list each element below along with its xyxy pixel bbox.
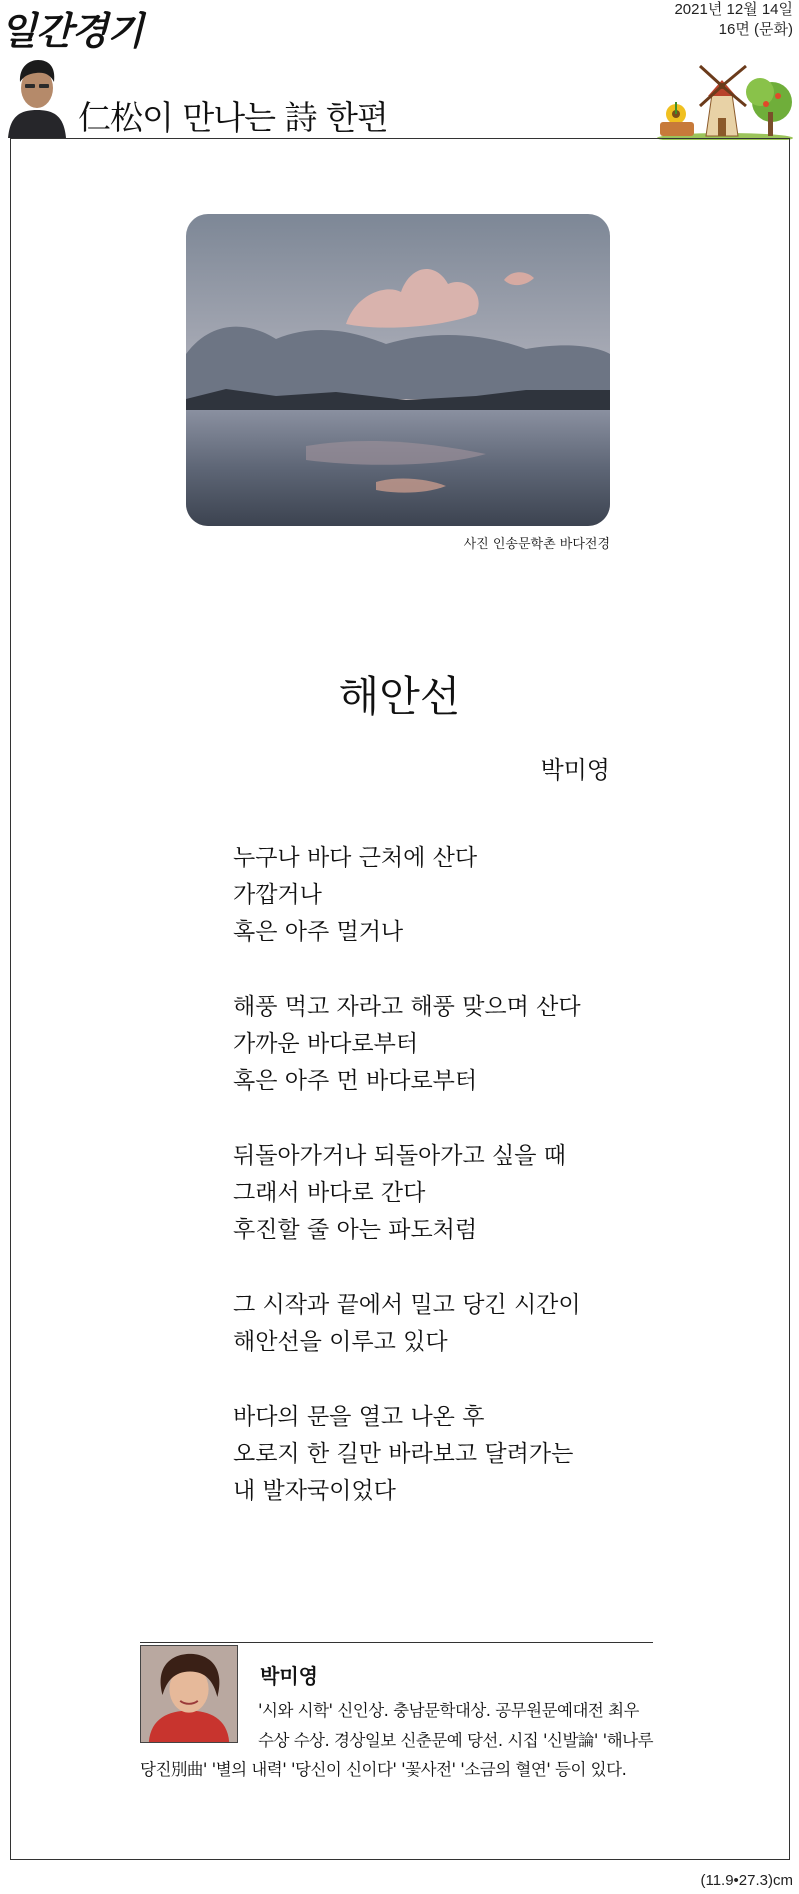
poem-body <box>233 840 693 1548</box>
poem-stanza <box>233 1399 693 1510</box>
poem-stanza <box>233 840 693 951</box>
poem-line: 오로지 한 길만 바라보고 달려가는 <box>233 1441 574 1467</box>
windmill-illustration <box>656 62 794 140</box>
poem-title: 해안선 <box>338 672 461 721</box>
poem-line: 해풍 먹고 자라고 해풍 맞으며 산다 <box>233 994 581 1020</box>
bio-name: 박미영 <box>260 1664 318 1688</box>
poem-line: 가깝거나 <box>233 882 322 908</box>
page-section: 16면 (문화) <box>718 21 793 38</box>
seascape-photo <box>186 214 610 526</box>
poem-stanza <box>233 1138 693 1249</box>
poet-name: 박미영 <box>540 756 610 784</box>
article-size-note: (11.9•27.3)cm <box>700 1872 793 1889</box>
columnist-photo <box>6 54 68 138</box>
dateline <box>674 0 793 40</box>
bio-text-continued <box>140 1755 660 1785</box>
poem-line: 바다의 문을 열고 나온 후 <box>233 1404 485 1430</box>
bio-line: '시와 시학' 신인상. 충남문학대상. 공무원문예대전 최우 <box>258 1701 639 1720</box>
poem-line: 그 시작과 끝에서 밀고 당긴 시간이 <box>233 1292 581 1318</box>
poem-line: 가까운 바다로부터 <box>233 1031 419 1057</box>
poem-line: 내 발자국이었다 <box>233 1478 396 1504</box>
poem-line: 뒤돌아가거나 되돌아가고 싶을 때 <box>233 1143 566 1169</box>
bio-line: 수상 수상. 경상일보 신춘문예 당선. 시집 '신발論' '해나루 <box>258 1731 654 1750</box>
poem-line: 그래서 바다로 간다 <box>233 1180 426 1206</box>
poet-photo <box>140 1645 238 1743</box>
bio-text <box>258 1696 658 1756</box>
poem-line: 혹은 아주 먼 바다로부터 <box>233 1068 478 1094</box>
poem-line: 후진할 줄 아는 파도처럼 <box>233 1217 478 1243</box>
bio-line: 당진別曲' '별의 내력' '당신이 신이다' '꽃사전' '소금의 혈연' 등이 있다. <box>140 1760 627 1779</box>
poem-stanza <box>233 989 693 1100</box>
poem-line: 해안선을 이루고 있다 <box>233 1329 448 1355</box>
issue-date: 2021년 12월 14일 <box>674 1 793 18</box>
bio-divider <box>140 1642 653 1643</box>
poem-line: 혹은 아주 멀거나 <box>233 919 404 945</box>
column-title: 仁松이 만나는 詩 한편 <box>78 98 388 137</box>
poem-stanza <box>233 1287 693 1361</box>
photo-caption: 사진 인송문학촌 바다전경 <box>463 537 610 552</box>
newspaper-masthead: 일간경기 <box>0 9 143 53</box>
poem-line: 누구나 바다 근처에 산다 <box>233 845 478 871</box>
